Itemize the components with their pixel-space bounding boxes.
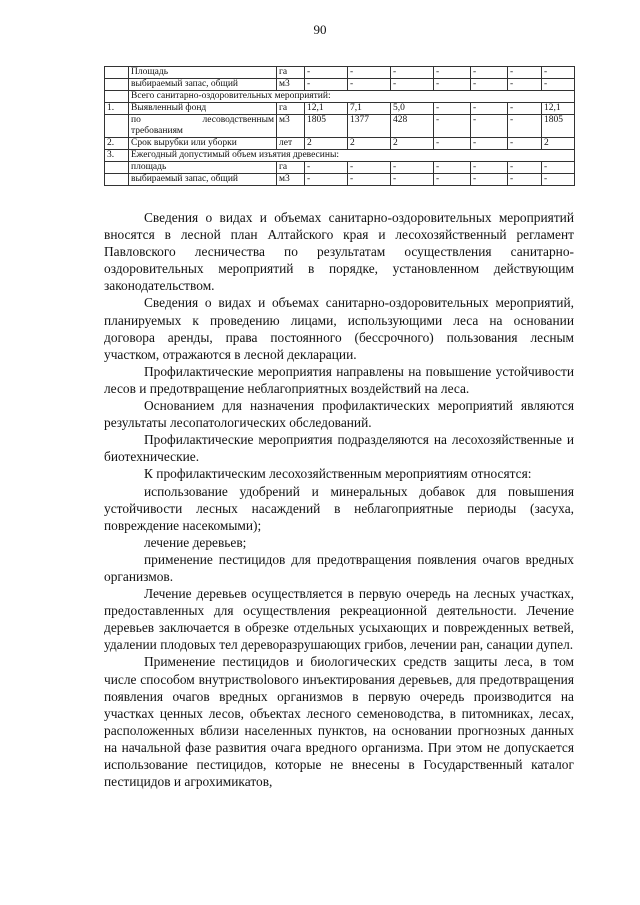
paragraph: Профилактические мероприятия направлены на повышение устойчивости лесов и предотвращение неблагоприятных воздействий на леса. [104, 363, 574, 396]
table-cell: - [391, 174, 434, 186]
table-cell: - [471, 103, 508, 115]
table-cell: 2 [542, 138, 575, 150]
table-cell: - [391, 67, 434, 79]
table-cell: - [434, 103, 471, 115]
table-row [105, 91, 575, 103]
table-cell: га [277, 103, 305, 115]
table-cell: - [471, 115, 508, 138]
table-cell: - [434, 162, 471, 174]
table-cell: 1. [105, 103, 129, 115]
table-cell [105, 115, 129, 138]
table-cell: выбираемый запас, общий [129, 174, 277, 186]
table-row [105, 174, 575, 186]
table-cell: 3. [105, 150, 129, 162]
table-cell: - [391, 79, 434, 91]
table-cell: 1805 [305, 115, 348, 138]
table-cell [105, 67, 129, 79]
table-cell: - [434, 138, 471, 150]
table-cell: - [542, 162, 575, 174]
paragraph: использование удобрений и минеральных добавок для повышения устойчивости лесных насаждений в неблагоприятные периоды (засуха, повреждение насекомыми); [104, 483, 574, 533]
table-cell: - [471, 79, 508, 91]
table-cell: - [542, 79, 575, 91]
table-row [105, 162, 575, 174]
table-row [105, 138, 575, 150]
table-cell: Ежегодный допустимый объем изъятия древесины: [129, 150, 575, 162]
paragraph: Сведения о видах и объемах санитарно-оздоровительных мероприятий вносятся в лесной план Алтайского края и лесохозяйственный регламент Павловского лесничества по результатам осуществления санитарно-оздоровительных мероприятий в порядке, установленном действующим законодательством. [104, 210, 574, 294]
table-cell: - [348, 162, 391, 174]
paragraph: лечение деревьев; [144, 534, 247, 550]
cell-text: лесоводственным [202, 115, 274, 125]
table-cell: 2 [305, 138, 348, 150]
page-number: 90 [313, 22, 327, 37]
table-row [105, 67, 575, 79]
paragraph: Применение пестицидов и биологических средств защиты леса, в том числе способом внутриствolового инъектирования деревьев, для предотвращения появления очагов вредных организмов в первую очередь производится на участках ценных лесов, объектах лесного семеноводства, в питомниках, лесах, расположенных вблизи населенных пунктов, на основании прогнозных данных на начальной фазе развития очага вредного организма. При этом не допускается использование пестицидов, которые не внесены в Государственный каталог пестицидов и агрохимикатов, [104, 654, 574, 790]
table-cell [105, 174, 129, 186]
table-cell: выбираемый запас, общий [129, 79, 277, 91]
table-cell: - [471, 138, 508, 150]
table-cell: 1377 [348, 115, 391, 138]
table-cell: - [508, 162, 542, 174]
paragraph: применение пестицидов для предотвращения появления очагов вредных организмов. [104, 551, 574, 584]
table-cell: м3 [277, 115, 305, 138]
table-cell: - [305, 67, 348, 79]
table-cell: - [348, 67, 391, 79]
table-cell: - [348, 174, 391, 186]
table-cell [129, 115, 277, 138]
table-row [105, 103, 575, 115]
table-cell: - [434, 174, 471, 186]
table-cell: - [305, 174, 348, 186]
table-cell: - [471, 67, 508, 79]
table-cell: га [277, 67, 305, 79]
table-cell: 12,1 [305, 103, 348, 115]
table-cell: - [434, 79, 471, 91]
table-cell [105, 91, 129, 103]
cell-text: требованиям [131, 126, 183, 136]
table-cell: - [508, 67, 542, 79]
table-cell: - [434, 115, 471, 138]
table-cell: лет [277, 138, 305, 150]
table-cell [105, 162, 129, 174]
paragraph: Профилактические мероприятия подразделяются на лесохозяйственные и биотехнические. [104, 432, 574, 465]
table-cell: м3 [277, 79, 305, 91]
table-cell: - [508, 115, 542, 138]
table-cell: - [391, 162, 434, 174]
table-cell: - [542, 174, 575, 186]
table-cell: - [471, 162, 508, 174]
table-cell: Выявленный фонд [129, 103, 277, 115]
table-cell: - [305, 79, 348, 91]
table-cell: - [508, 103, 542, 115]
table-cell: 5,0 [391, 103, 434, 115]
table-body [105, 67, 575, 186]
forest-measures-table [104, 66, 575, 186]
table-row [105, 79, 575, 91]
table-cell [105, 79, 129, 91]
paragraph: Основанием для назначения профилактических мероприятий являются результаты лесопатологических обследований. [104, 398, 574, 431]
table-cell: Всего санитарно-оздоровительных мероприятий: [129, 91, 575, 103]
table-cell: 2 [348, 138, 391, 150]
paragraph: К профилактическим лесохозяйственным мероприятиям относятся: [144, 466, 532, 482]
table-cell: Срок вырубки или уборки [129, 138, 277, 150]
table-cell: Площадь [129, 67, 277, 79]
body-text [104, 209, 574, 790]
table-cell: 2 [391, 138, 434, 150]
paragraph: Сведения о видах и объемах санитарно-оздоровительных мероприятий, планируемых к проведению лицами, использующими леса на основании договора аренды, права постоянного (бессрочного) пользования лесным участком, отражаются в лесной декларации. [104, 295, 574, 362]
table-cell: - [508, 138, 542, 150]
table-cell: 1805 [542, 115, 575, 138]
table-cell: 428 [391, 115, 434, 138]
table-cell: 7,1 [348, 103, 391, 115]
paragraph: Лечение деревьев осуществляется в первую очередь на лесных участках, предоставленных для осуществления рекреационной деятельности. Лечение деревьев заключается в обрезке отдельных усыхающих и поврежденных ветвей, удалении плодовых тел дереворазрушающих грибов, лечении ран, санации дупел. [104, 586, 574, 653]
table-cell: - [434, 67, 471, 79]
table-row [105, 115, 575, 138]
table-cell: 2. [105, 138, 129, 150]
table-cell: га [277, 162, 305, 174]
table-cell: м3 [277, 174, 305, 186]
table-cell: 12,1 [542, 103, 575, 115]
table-cell: - [471, 174, 508, 186]
table-cell: - [542, 67, 575, 79]
table-cell: - [348, 79, 391, 91]
cell-text: по [131, 115, 141, 125]
table-row [105, 150, 575, 162]
table-cell: - [508, 79, 542, 91]
table-cell: - [305, 162, 348, 174]
table-cell: площадь [129, 162, 277, 174]
table-cell: - [508, 174, 542, 186]
